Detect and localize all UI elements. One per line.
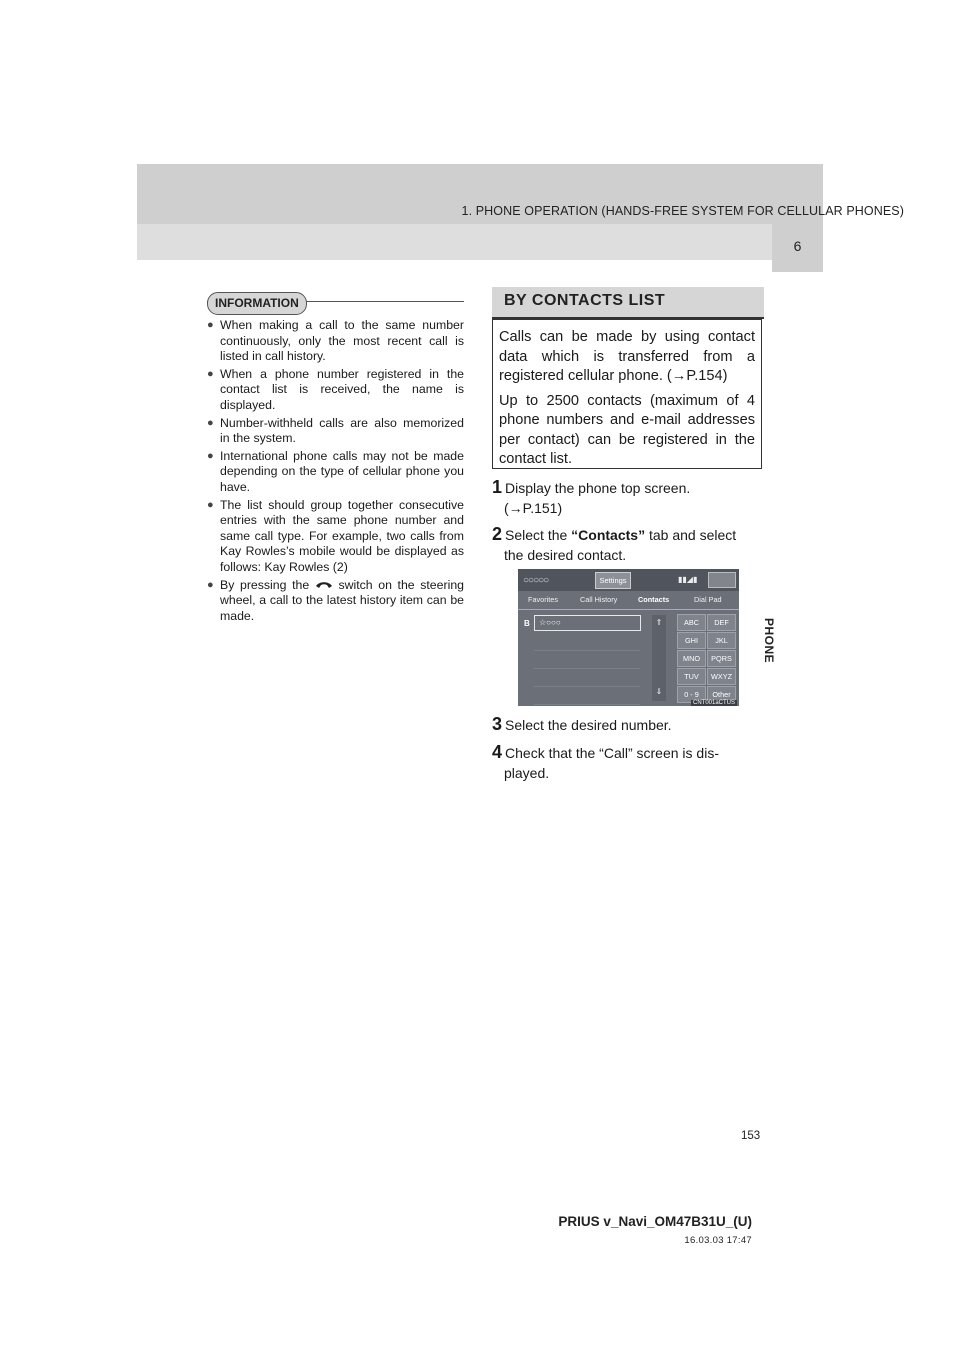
chapter-number: 6	[793, 238, 802, 254]
step-text: Display the phone top screen.	[505, 480, 691, 496]
screen-device-name: ○○○○○	[523, 575, 549, 586]
screen-tab-favorites: Favorites	[528, 595, 559, 604]
step-text-continued: played.	[504, 765, 550, 781]
screen-key: JKL	[707, 632, 736, 649]
screen-contact-rows	[534, 633, 640, 705]
section-title: BY CONTACTS LIST	[504, 292, 666, 309]
screen-empty-row	[534, 669, 640, 687]
footer-model-code: PRIUS v_Navi_OM47B31U_(U)	[558, 1214, 752, 1229]
step-text: Check that the “Call” screen is dis-	[505, 745, 719, 761]
section-heading	[492, 287, 764, 317]
step-2	[492, 524, 764, 565]
step-number: 2	[492, 524, 503, 544]
information-item: ● Number-withheld calls are also memorized in the system.	[207, 416, 464, 447]
scroll-down-icon: ⇓	[655, 687, 663, 696]
contacts-screen-illustration	[518, 569, 739, 706]
step-1	[492, 477, 764, 518]
screen-tabs	[518, 593, 739, 609]
footer-date: 16.03.03 17:47	[684, 1235, 752, 1246]
screen-empty-row	[534, 651, 640, 669]
signal-icon: ▮▮◢▮	[678, 575, 698, 584]
screen-contact-entry: ☆○○○	[534, 615, 641, 631]
chapter-name: PHONE	[762, 618, 776, 664]
step-text-bold: “Contacts”	[571, 527, 646, 543]
information-item: ● When making a call to the same number continuously, only the most recent call is listed in call history.	[207, 318, 464, 365]
page-header-title: 1. PHONE OPERATION (HANDS-FREE SYSTEM FOR CELLULAR PHONES)	[461, 204, 904, 218]
screen-index-letter: B	[524, 619, 530, 628]
screen-key: 0 - 9	[677, 686, 706, 703]
screen-empty-row	[534, 633, 640, 651]
step-4	[492, 742, 764, 783]
step-text: Select the desired number.	[505, 717, 672, 733]
information-item: ● When a phone number registered in the contact list is received, the name is displayed.	[207, 367, 464, 414]
screen-scrollbar	[652, 615, 666, 701]
screen-tab-call-history: Call History	[580, 595, 618, 604]
screen-settings-button: Settings	[595, 572, 631, 589]
step-number: 4	[492, 742, 503, 762]
screen-tab-contacts: Contacts	[638, 595, 670, 604]
screen-key: PQRS	[707, 650, 736, 667]
scroll-up-icon: ⇑	[655, 618, 663, 627]
screen-key: WXYZ	[707, 668, 736, 685]
screen-key: DEF	[707, 614, 736, 631]
screen-empty-row	[534, 687, 640, 705]
page-number: 153	[741, 1130, 761, 1142]
section-intro-paragraph: Up to 2500 contacts (maximum of 4 phone numbers and e-mail addresses per contact) can be registered in the contact list.	[499, 392, 755, 467]
step-text-continued: the desired contact.	[504, 547, 627, 563]
screen-caption-code: CNT001aCTUS	[692, 700, 735, 706]
screen-key: Other	[707, 686, 736, 703]
information-item: ● The list should group together consecutive entries with the same phone number and same call type. For example, two calls from Kay Rowles’s mobile would be displayed as follows: Kay Rowles (2)	[207, 498, 464, 576]
section-intro-box	[492, 319, 762, 469]
section-intro-paragraph: Calls can be made by using contact data which is transferred from a registered cellular phone. (→P.154)	[499, 329, 755, 384]
information-badge: INFORMATION	[207, 292, 307, 315]
information-item: ● International phone calls may not be made depending on the type of cellular phone you have.	[207, 449, 464, 496]
phone-handset-icon	[315, 580, 333, 590]
step-text: tab and select	[648, 527, 737, 543]
mail-icon	[708, 572, 736, 588]
information-item-text-after: switch on the steering wheel, a call to the latest history item can be made.	[220, 577, 464, 623]
step-number: 1	[492, 477, 503, 497]
screen-tab-divider	[518, 609, 739, 610]
information-list	[207, 318, 464, 626]
screen-key: TUV	[677, 668, 706, 685]
screen-key: ABC	[677, 614, 706, 631]
step-number: 3	[492, 714, 503, 734]
step-text: Select the	[505, 527, 568, 543]
screen-tab-dial-pad: Dial Pad	[694, 595, 722, 604]
step-reference: (→P.151)	[504, 500, 563, 516]
chapter-tab	[772, 224, 823, 272]
screen-key: GHI	[677, 632, 706, 649]
information-item	[207, 578, 464, 625]
screen-key: MNO	[677, 650, 706, 667]
information-item-text-before: By pressing the	[220, 577, 310, 592]
step-3	[492, 714, 764, 735]
